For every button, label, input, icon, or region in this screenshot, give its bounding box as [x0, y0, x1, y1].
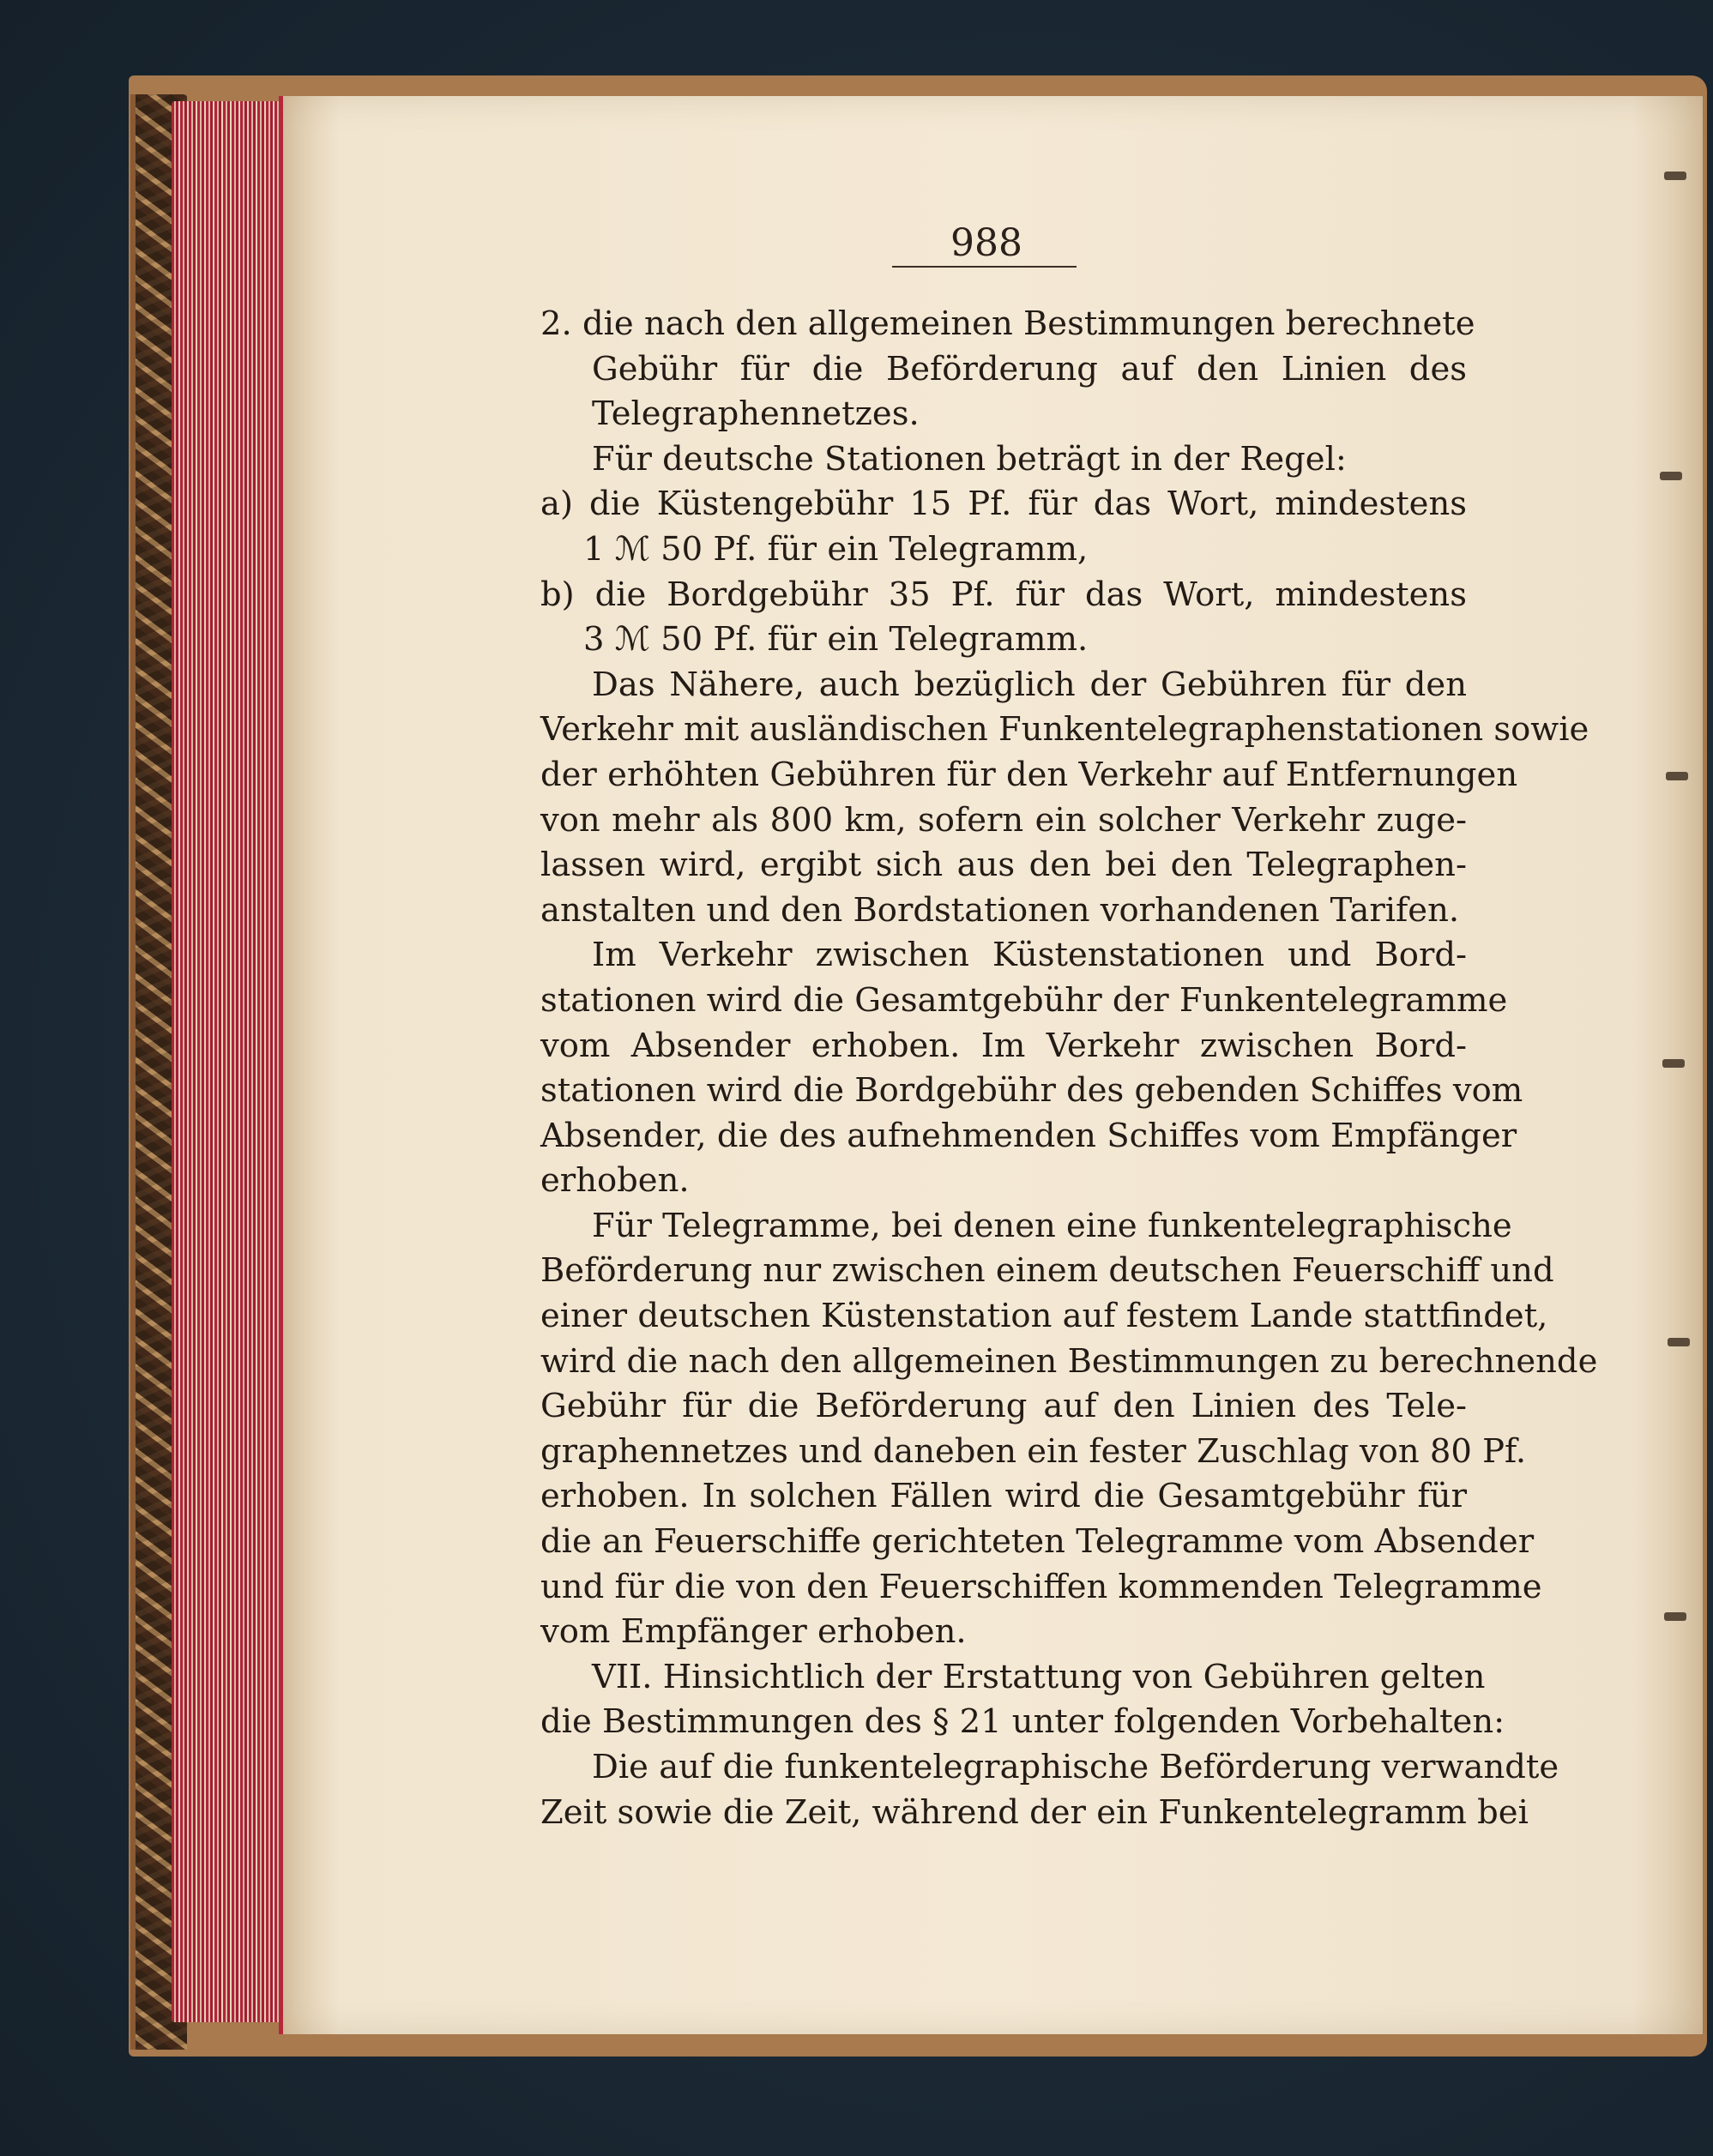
text-line: Gebühr für die Beförderung auf den Linien des Tele-	[540, 1387, 1467, 1426]
text-line: Das Nähere, auch bezüglich der Gebühren für den	[592, 665, 1467, 704]
text-line: erhoben. In solchen Fällen wird die Gesamtgebühr für	[540, 1477, 1467, 1516]
text-line: b) die Bordgebühr 35 Pf. für das Wort, mindestens	[540, 575, 1467, 614]
text-line: Die auf die funkentelegraphische Beförderung verwandte	[592, 1748, 1559, 1786]
text-line: die an Feuerschiffe gerichteten Telegramme vom Absender	[540, 1522, 1535, 1562]
text-line: die Bestimmungen des § 21 unter folgenden Vorbehalten:	[540, 1702, 1505, 1742]
text-line: anstalten und den Bordstationen vorhandenen Tarifen.	[540, 890, 1460, 930]
binding-thread-mark	[1660, 472, 1682, 480]
binding-thread-mark	[1666, 772, 1688, 780]
text-line: Im Verkehr zwischen Küstenstationen und Bord-	[592, 936, 1467, 975]
text-line: Verkehr mit ausländischen Funkentelegraphenstationen sowie	[540, 710, 1589, 750]
red-page-edges	[172, 101, 292, 2022]
binding-thread-mark	[1664, 172, 1686, 180]
text-line: Gebühr für die Beförderung auf den Linien des	[592, 349, 1467, 388]
text-line: a) die Küstengebühr 15 Pf. für das Wort, mindestens	[540, 485, 1467, 524]
binding-thread-mark	[1664, 1612, 1686, 1621]
binding-thread-mark	[1662, 1059, 1685, 1068]
text-line: erhoben.	[540, 1161, 690, 1201]
text-line: und für die von den Feuerschiffen kommenden Telegramme	[540, 1567, 1542, 1606]
binding-thread-mark	[1668, 1338, 1690, 1346]
page-number: 988	[950, 221, 1022, 265]
text-line: Zeit sowie die Zeit, während der ein Funkentelegramm bei	[540, 1792, 1529, 1832]
text-line: stationen wird die Gesamtgebühr der Funkentelegramme	[540, 980, 1508, 1020]
text-line: stationen wird die Bordgebühr des gebenden Schiffes vom	[540, 1071, 1523, 1111]
header-rule	[892, 266, 1077, 268]
text-line: Für deutsche Stationen beträgt in der Regel:	[592, 439, 1347, 479]
text-line: graphennetzes und daneben ein fester Zuschlag von 80 Pf.	[540, 1431, 1527, 1471]
text-line: von mehr als 800 km, sofern ein solcher Verkehr zuge-	[540, 800, 1467, 840]
text-line: 2. die nach den allgemeinen Bestimmungen berechnete	[540, 304, 1475, 343]
page-body-text	[540, 302, 1598, 1835]
text-line: Absender, die des aufnehmenden Schiffes vom Empfänger	[540, 1116, 1517, 1155]
text-line: lassen wird, ergibt sich aus den bei den Telegraphen-	[540, 846, 1467, 885]
text-line: VII. Hinsichtlich der Erstattung von Gebühren gelten	[592, 1657, 1486, 1696]
text-line: Telegraphennetzes.	[592, 394, 920, 434]
text-line: der erhöhten Gebühren für den Verkehr auf Entfernungen	[540, 755, 1518, 794]
text-line: einer deutschen Küstenstation auf festem Lande stattfindet,	[540, 1297, 1548, 1336]
text-line: Für Telegramme, bei denen eine funkentelegraphische	[592, 1206, 1512, 1245]
text-line: vom Absender erhoben. Im Verkehr zwischen Bord-	[540, 1026, 1467, 1065]
text-line: vom Empfänger erhoben.	[540, 1612, 967, 1652]
text-line: 3 ℳ 50 Pf. für ein Telegramm.	[583, 620, 1089, 659]
text-line: wird die nach den allgemeinen Bestimmungen zu berechnende	[540, 1341, 1598, 1381]
text-line: 1 ℳ 50 Pf. für ein Telegramm,	[583, 529, 1089, 569]
text-line: Beförderung nur zwischen einem deutschen Feuerschiff und	[540, 1251, 1554, 1291]
